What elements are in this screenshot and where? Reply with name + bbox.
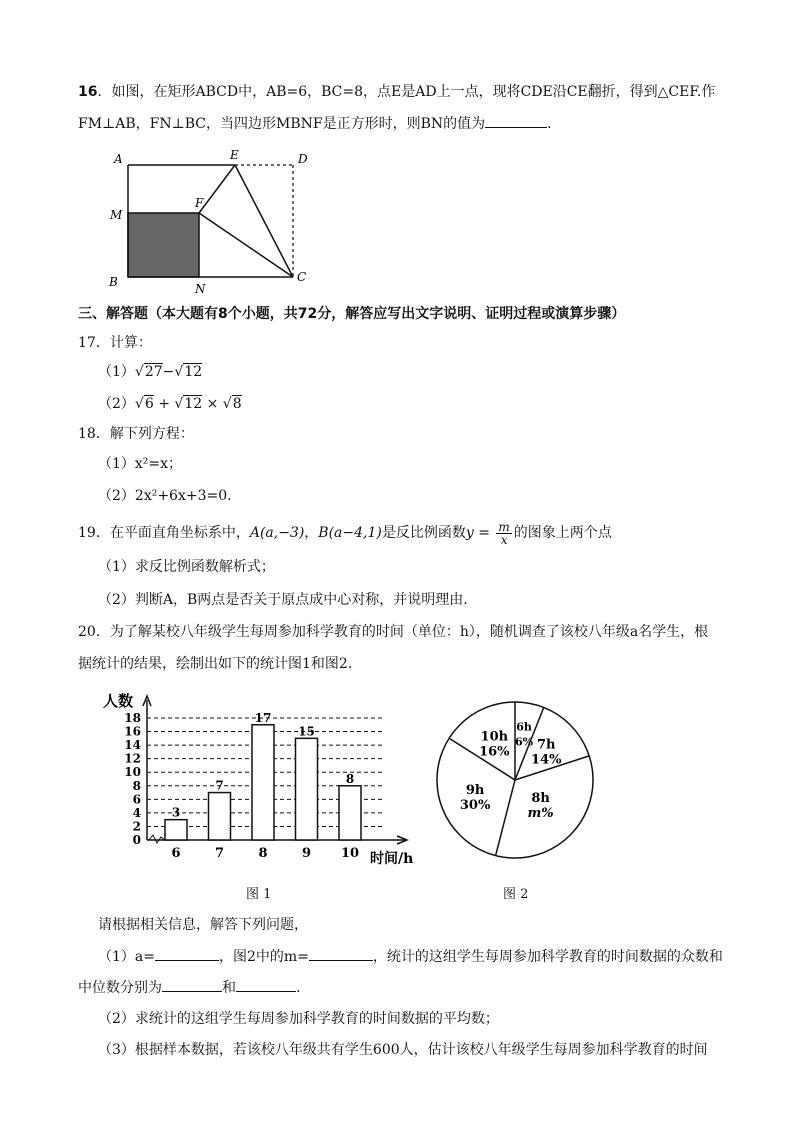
y-axis-label: 人数 [103,692,134,710]
label-f: F [195,196,204,210]
y-tick-label: 14 [124,738,141,753]
label-d: D [298,152,308,166]
y-tick-label: 6 [132,792,141,807]
pie-slice-label: 8h [531,791,550,807]
q16-line2: FM⊥AB，FN⊥BC，当四边形MBNF是正方形时，则BN的值为 . [78,113,552,134]
y-tick-label: 2 [132,819,141,834]
axis-break-mark [149,835,165,843]
pie-slice-label: 9h [465,782,485,798]
x-axis-label: 时间/h [370,851,414,867]
figure2-caption: 图 2 [503,887,529,902]
q20-part2: （2）求统计的这组学生每周参加科学教育的时间数据的平均数； [98,1011,499,1027]
q16-geometry-figure [100,145,330,295]
bar-value-label: 15 [298,724,315,739]
q20-line1: 20．为了解某校八年级学生每周参加科学教育的时间（单位：h），随机调查了该校八年级a名学生，根 [78,624,709,640]
bar-value-label: 7 [215,778,224,793]
q18-title: 18．解下列方程： [78,426,194,442]
q19-part2: （2）判断A，B两点是否关于原点成中心对称，并说明理由. [98,592,468,608]
q17-part2: （2）√6 + √12 × √8 [98,396,242,412]
segment-ec [235,165,293,277]
x-tick-label: 9 [301,846,312,861]
bar [339,786,361,840]
q20-part1-line1: （1）a= ，图2中的m= ，统计的这组学生每周参加科学教育的时间数据的众数和 [98,946,723,967]
y-tick-label: 8 [132,778,141,793]
segment-fc [199,213,293,277]
pie-slice-value: 6% [515,735,534,749]
q18-part1: （1）x²=x； [98,456,183,472]
pie-slice-value: 16% [479,744,510,760]
q16-answer-blank[interactable] [485,113,547,128]
x-tick-label: 10 [340,846,360,861]
y-tick-label: 12 [124,751,141,766]
q16-text1: ．如图，在矩形ABCD中，AB=6，BC=8，点E是AD上一点，现将CDE沿CE翻折，得到△CEF.作 [97,84,716,100]
y-tick-label: 0 [132,833,141,847]
fraction-m-over-x: $\frac{m}{x}$ [498,519,510,547]
pie-slice-value: m% [527,806,554,822]
x-tick-label: 7 [214,846,225,861]
bar [252,725,274,840]
bar [165,820,187,840]
x-tick-label: 8 [258,846,268,861]
y-tick-label: 4 [132,805,141,820]
figure1-caption: 图 1 [246,887,272,902]
q19-part1: （1）求反比例函数解析式； [98,559,275,575]
answer-blank-m[interactable] [309,946,373,961]
q18-part2: （2）2x²+6x+3=0. [98,488,232,504]
q17-title: 17．计算： [78,335,152,351]
pie-slice-value: 14% [531,752,562,768]
label-c: C [297,270,307,284]
bar [209,793,231,840]
pie-slice-label: 10h [480,729,509,745]
q19-stem: 19．在平面直角坐标系中，A(a,−3)，B(a−4,1)是反比例函数y = $\frac{m}{x}$ 的图象上两个点 [78,519,612,547]
label-m: M [110,208,123,222]
pie-slice-label: 6h [516,720,532,734]
q20-part1-line2: 中位数分别为 和 . [78,977,300,998]
answer-blank-mode[interactable] [162,977,222,992]
y-tick-label: 18 [124,711,141,725]
label-b: B [109,275,118,289]
bar-value-label: 3 [171,805,181,820]
answer-blank-a[interactable] [155,946,219,961]
answer-blank-median[interactable] [236,977,296,992]
q16-line1 [78,82,715,102]
q16-number: 16 [78,84,98,100]
label-e: E [230,148,239,162]
bar-value-label: 17 [254,710,272,725]
x-tick-label: 6 [171,846,181,861]
pie-slice-value: 30% [459,797,491,813]
q20-line2: 据统计的结果，绘制出如下的统计图1和图2. [78,656,353,672]
label-n: N [195,282,206,295]
segment-ef [199,165,235,213]
q17-part1: （1）√27−√12 [98,364,203,380]
q20-prompt: 请根据相关信息，解答下列问题， [98,917,308,933]
y-tick-label: 16 [124,724,141,739]
square-mbnf [128,213,199,277]
pie-chart-figure2 [430,695,600,865]
section-3-heading: 三、解答题（本大题有8个小题，共72分，解答应写出文字说明、证明过程或演算步骤） [78,306,626,322]
bar-chart-figure1 [95,688,425,868]
pie-slice-label: 7h [537,737,556,753]
q16-text2: FM⊥AB，FN⊥BC，当四边形MBNF是正方形时，则BN的值为 [78,116,486,132]
label-a: A [114,152,123,166]
bar [296,738,318,840]
y-tick-label: 10 [124,765,141,780]
bar-value-label: 8 [345,771,355,786]
q20-part3: （3）根据样本数据，若该校八年级共有学生600人，估计该校八年级学生每周参加科学教育的时间 [98,1042,708,1058]
